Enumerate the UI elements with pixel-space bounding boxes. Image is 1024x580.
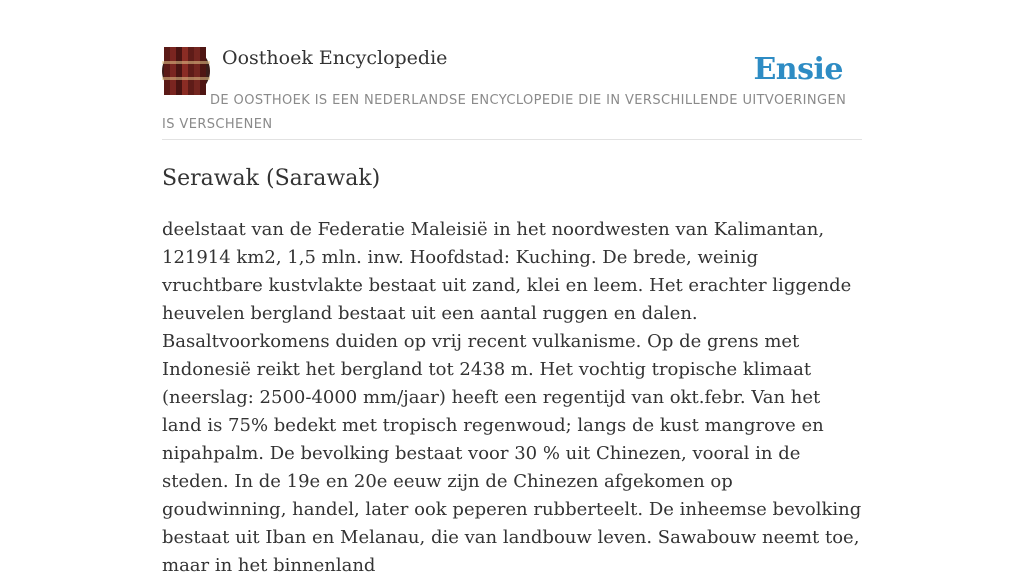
source-avatar[interactable] xyxy=(162,47,210,95)
header-divider xyxy=(162,139,862,140)
brand-logo[interactable]: Ensie xyxy=(753,52,843,87)
source-tagline: DE OOSTHOEK IS EEN NEDERLANDSE ENCYCLOPEDIE DIE IN VERSCHILLENDE UITVOERINGEN IS VERSCHENEN xyxy=(162,93,847,132)
article-body: deelstaat van de Federatie Maleisië in het noordwesten van Kalimantan, 121914 km2, 1,5 mln. inw. Hoofdstad: Kuching. De brede, weinig vruchtbare kustvlakte bestaat uit zand, klei en leem. Het erachter liggende heuvelen bergland bestaat uit een aantal ruggen en dalen. Basaltvoorkomens duiden op vrij recent vulkanisme. Op de grens met Indonesië reikt het bergland tot 2438 m. Het vochtig tropische klimaat (neerslag: 2500-4000 mm/jaar) heeft een regentijd van okt.febr. Van het land is 75% bedekt met tropisch regenwoud; langs de kust mangrove en nipahpalm. De bevolking bestaat voor 30 % uit Chinezen, vooral in de steden. In de 19e en 20e eeuw zijn de Chinezen afgekomen op goudwinning, handel, later ook peperen rubberteelt. De inheemse bevolking bestaat uit Iban en Melanau, die van landbouw leven. Sawabouw neemt toe, maar in het binnenland xyxy=(162,219,862,576)
article-title: Serawak (Sarawak) xyxy=(162,166,381,191)
source-name-link[interactable]: Oosthoek Encyclopedie xyxy=(222,47,448,69)
